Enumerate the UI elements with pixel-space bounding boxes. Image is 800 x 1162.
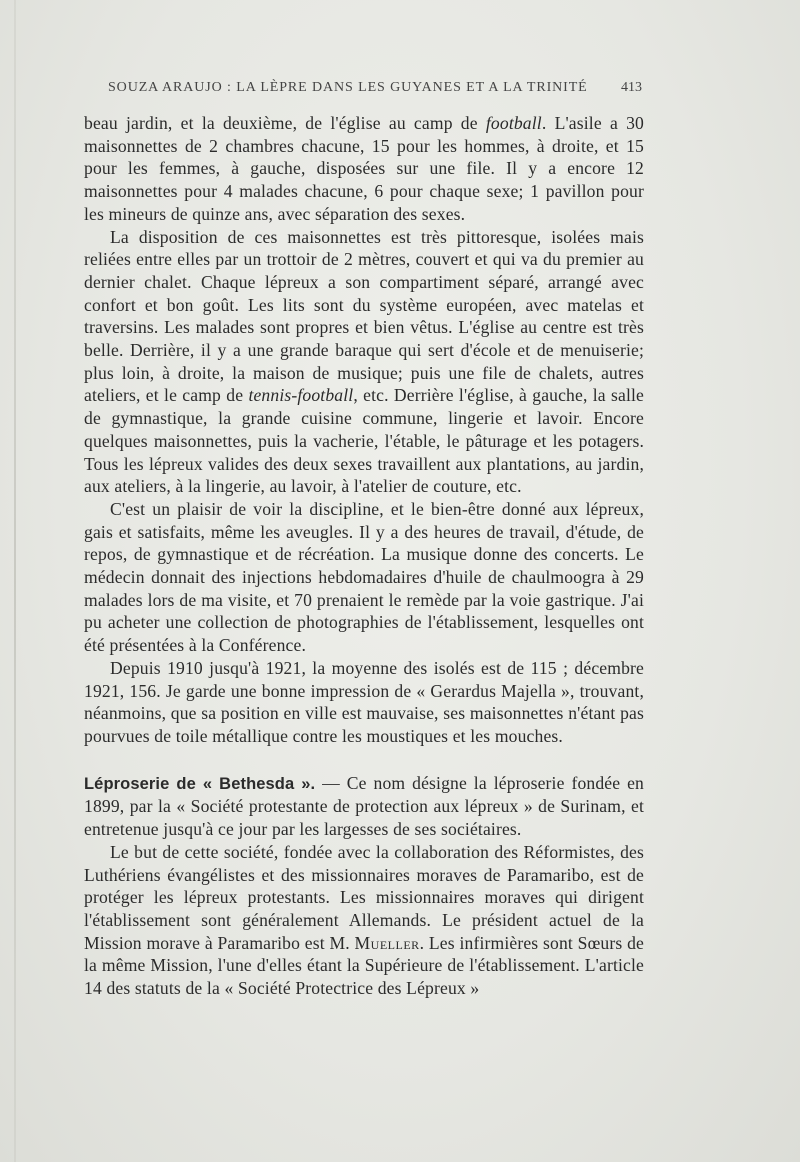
running-head bbox=[108, 80, 642, 100]
tennis-football-italic: tennis-football bbox=[248, 385, 354, 406]
body-text bbox=[84, 112, 644, 1000]
paragraph-3: C'est un plaisir de voir la discipline, et le bien-être donné aux lépreux, gais et satisfaits, même les aveugles. Il y a des heures de travail, d'étude, de repos, de gymnastique et de récréation. La musique donne des concerts. Le médecin donnait des injections hebdomadaires d'huile de chaulmoogra à 29 malades lors de ma visite, et 70 prenaient le remède par la voie gastrique. J'ai pu acheter une collection de photographies de l'établissement, lesquelles ont été présentées à la Conférence. bbox=[84, 498, 644, 656]
paragraph-6-part-a: Le but de cette société, fondée avec la collaboration des Réformistes, des Luthériens évangélistes et des missionnaires moraves de Paramaribo, est de protéger les lépreux protestants. Les missionnaires moraves qui dirigent l'établissement sont généralement Allemands. Le président actuel de la Mission morave à Paramaribo est M. bbox=[84, 841, 644, 953]
paragraph-1-part-a: beau jardin, et la deuxième, de l'église au camp de bbox=[84, 113, 486, 133]
paragraph-1-part-c: . L'asile a 30 maisonnettes de 2 chambres chacune, 15 pour les hommes, à droite, et 15 pour les femmes, à gauche, disposées sur une file. Il y a encore 12 maisonnettes pour 4 malades chacune, 6 pour chaque sexe; 1 pavillon pour les mineurs de quinze ans, avec séparation des sexes. bbox=[84, 113, 644, 224]
mueller-smallcaps: Mueller bbox=[354, 932, 420, 953]
paragraph-1 bbox=[84, 112, 644, 226]
paragraph-6 bbox=[84, 841, 644, 1000]
football-italic: football bbox=[485, 113, 542, 133]
paragraph-2-part-c: , etc. Derrière l'église, à gauche, la salle de gymnastique, la grande cuisine commune, lingerie et lavoir. Encore quelques maisonnettes, puis la vacherie, l'étable, le pâturage et les potagers. Tous les lépreux valides des deux sexes travaillent aux plantations, au jardin, aux ateliers, à la lingerie, au lavoir, à l'atelier de couture, etc. bbox=[84, 385, 645, 497]
section-heading-bethesda: Léproserie de « Bethesda ». bbox=[84, 774, 316, 793]
running-title: SOUZA ARAUJO : LA LÈPRE DANS LES GUYANES ET A LA TRINITÉ bbox=[108, 80, 588, 95]
page-number: 413 bbox=[621, 80, 642, 95]
paragraph-6-part-c: . Les infirmières sont Sœurs de la même Mission, l'une d'elles étant la Supérieure de l'établissement. L'article 14 des statuts de la « Société Protectrice des Lépreux » bbox=[84, 932, 644, 999]
paragraph-2-part-a: La disposition de ces maisonnettes est très pittoresque, isolées mais reliées entre elles par un trottoir de 2 mètres, couvert et qui va du premier au dernier chalet. Chaque lépreux a son compartiment séparé, arrangé avec confort et bon goût. Les lits sont du système européen, avec matelas et traversins. Les malades sont propres et bien vêtus. L'église au centre est très belle. Derrière, il y a une grande baraque qui sert d'école et de menuiserie; plus loin, à droite, la maison de musique; puis une file de chalets, autres ateliers, et le camp de bbox=[84, 226, 644, 406]
section-spacer bbox=[84, 748, 644, 772]
paragraph-5 bbox=[84, 772, 644, 841]
paragraph-4: Depuis 1910 jusqu'à 1921, la moyenne des isolés est de 115 ; décembre 1921, 156. Je garde une bonne impression de « Gerardus Majella », trouvant, néanmoins, que sa position en ville est mauvaise, ses maisonnettes n'étant pas pourvues de toile métallique contre les moustiques et les mouches. bbox=[84, 657, 644, 746]
paragraph-2 bbox=[84, 226, 644, 498]
page-fold-shadow bbox=[14, 0, 16, 1162]
paragraph-5-text: — Ce nom désigne la léproserie fondée en 1899, par la « Société protestante de protection aux lépreux » de Surinam, et entretenue jusqu'à ce jour par les largesses de ses sociétaires. bbox=[84, 772, 645, 840]
